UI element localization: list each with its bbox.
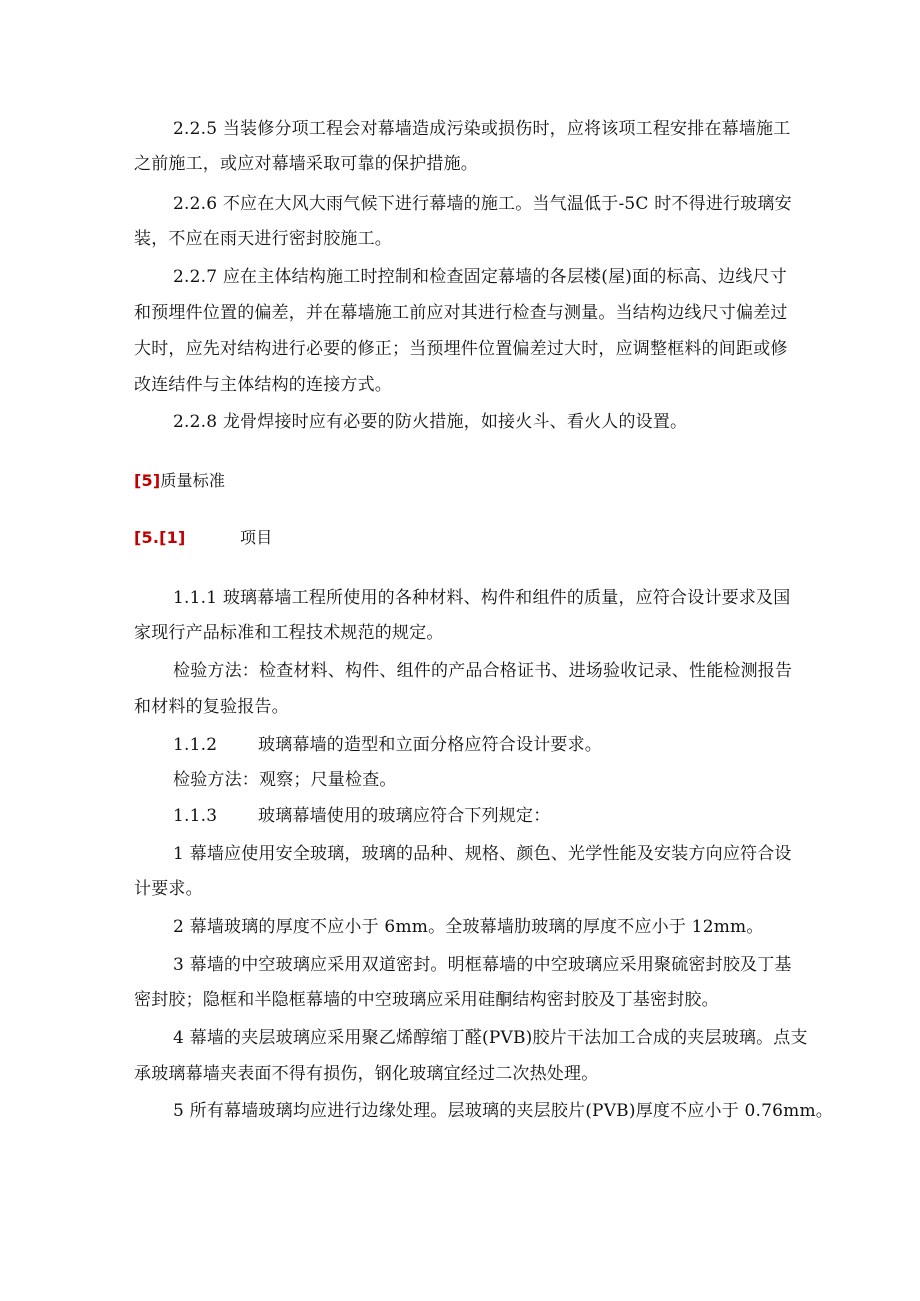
para-2-2-6-line1: 2.2.6 不应在大风大雨气候下进行幕墙的施工。当气温低于-5C 时不得进行玻璃安	[173, 194, 792, 214]
item-4-line2: 承玻璃幕墙夹表面不得有损伤，钢化玻璃宜经过二次热处理。	[134, 1064, 599, 1084]
para-2-2-7-line3: 大时，应先对结构进行必要的修正；当预埋件位置偏差过大时，应调整框料的间距或修	[134, 339, 788, 359]
section-number-5: [5]	[134, 471, 161, 490]
item-1-line2: 计要求。	[134, 879, 203, 899]
section-heading-5-1	[134, 527, 185, 549]
item-1-line1: 1 幕墙应使用安全玻璃，玻璃的品种、规格、颜色、光学性能及安装方向应符合设	[173, 844, 792, 864]
item-3-line2: 密封胶；隐框和半隐框幕墙的中空玻璃应采用硅酮结构密封胶及丁基密封胶。	[134, 990, 719, 1010]
section-number-5-1: [5.[1]	[134, 528, 186, 547]
item-2: 2 幕墙玻璃的厚度不应小于 6mm。全玻幕墙肋玻璃的厚度不应小于 12mm。	[173, 917, 764, 937]
para-1-1-2-text: 玻璃幕墙的造型和立面分格应符合设计要求。	[258, 735, 602, 755]
para-1-1-2-number: 1.1.2	[173, 735, 218, 755]
section-title-5-1: 项目	[240, 528, 273, 547]
para-1-1-1-line2: 家现行产品标准和工程技术规范的规定。	[134, 623, 444, 643]
check-method-1-line1: 检验方法：检查材料、构件、组件的产品合格证书、进场验收记录、性能检测报告	[173, 661, 793, 681]
para-2-2-7-line1: 2.2.7 应在主体结构施工时控制和检查固定幕墙的各层楼(屋)面的标高、边线尺寸	[173, 267, 787, 287]
para-1-1-3-number: 1.1.3	[173, 806, 218, 826]
section-title-5: 质量标准	[160, 471, 226, 490]
para-1-1-1-line1: 1.1.1 玻璃幕墙工程所使用的各种材料、构件和组件的质量，应符合设计要求及国	[173, 588, 791, 608]
para-2-2-5-line1: 2.2.5 当装修分项工程会对幕墙造成污染或损伤时，应将该项工程安排在幕墙施工	[173, 119, 791, 139]
para-2-2-8: 2.2.8 龙骨焊接时应有必要的防火措施，如接火斗、看火人的设置。	[173, 412, 688, 432]
item-4-line1: 4 幕墙的夹层玻璃应采用聚乙烯醇缩丁醛(PVB)胶片干法加工合成的夹层玻璃。点支	[173, 1028, 808, 1048]
para-1-1-3-text: 玻璃幕墙使用的玻璃应符合下列规定：	[258, 806, 551, 826]
item-3-line1: 3 幕墙的中空玻璃应采用双道密封。明框幕墙的中空玻璃应采用聚硫密封胶及丁基	[173, 955, 792, 975]
para-2-2-6-line2: 装，不应在雨天进行密封胶施工。	[134, 229, 392, 249]
item-5: 5 所有幕墙玻璃均应进行边缘处理。层玻璃的夹层胶片(PVB)厚度不应小于 0.76mm。	[173, 1101, 833, 1121]
para-2-2-7-line4: 改连结件与主体结构的连接方式。	[134, 375, 392, 395]
check-method-1-line2: 和材料的复验报告。	[134, 697, 289, 717]
section-heading-5	[134, 470, 225, 492]
para-2-2-5-line2: 之前施工，或应对幕墙采取可靠的保护措施。	[134, 154, 478, 174]
para-2-2-7-line2: 和预埋件位置的偏差，并在幕墙施工前应对其进行检查与测量。当结构边线尺寸偏差过	[134, 303, 788, 323]
check-method-2: 检验方法：观察；尺量检查。	[173, 770, 397, 790]
